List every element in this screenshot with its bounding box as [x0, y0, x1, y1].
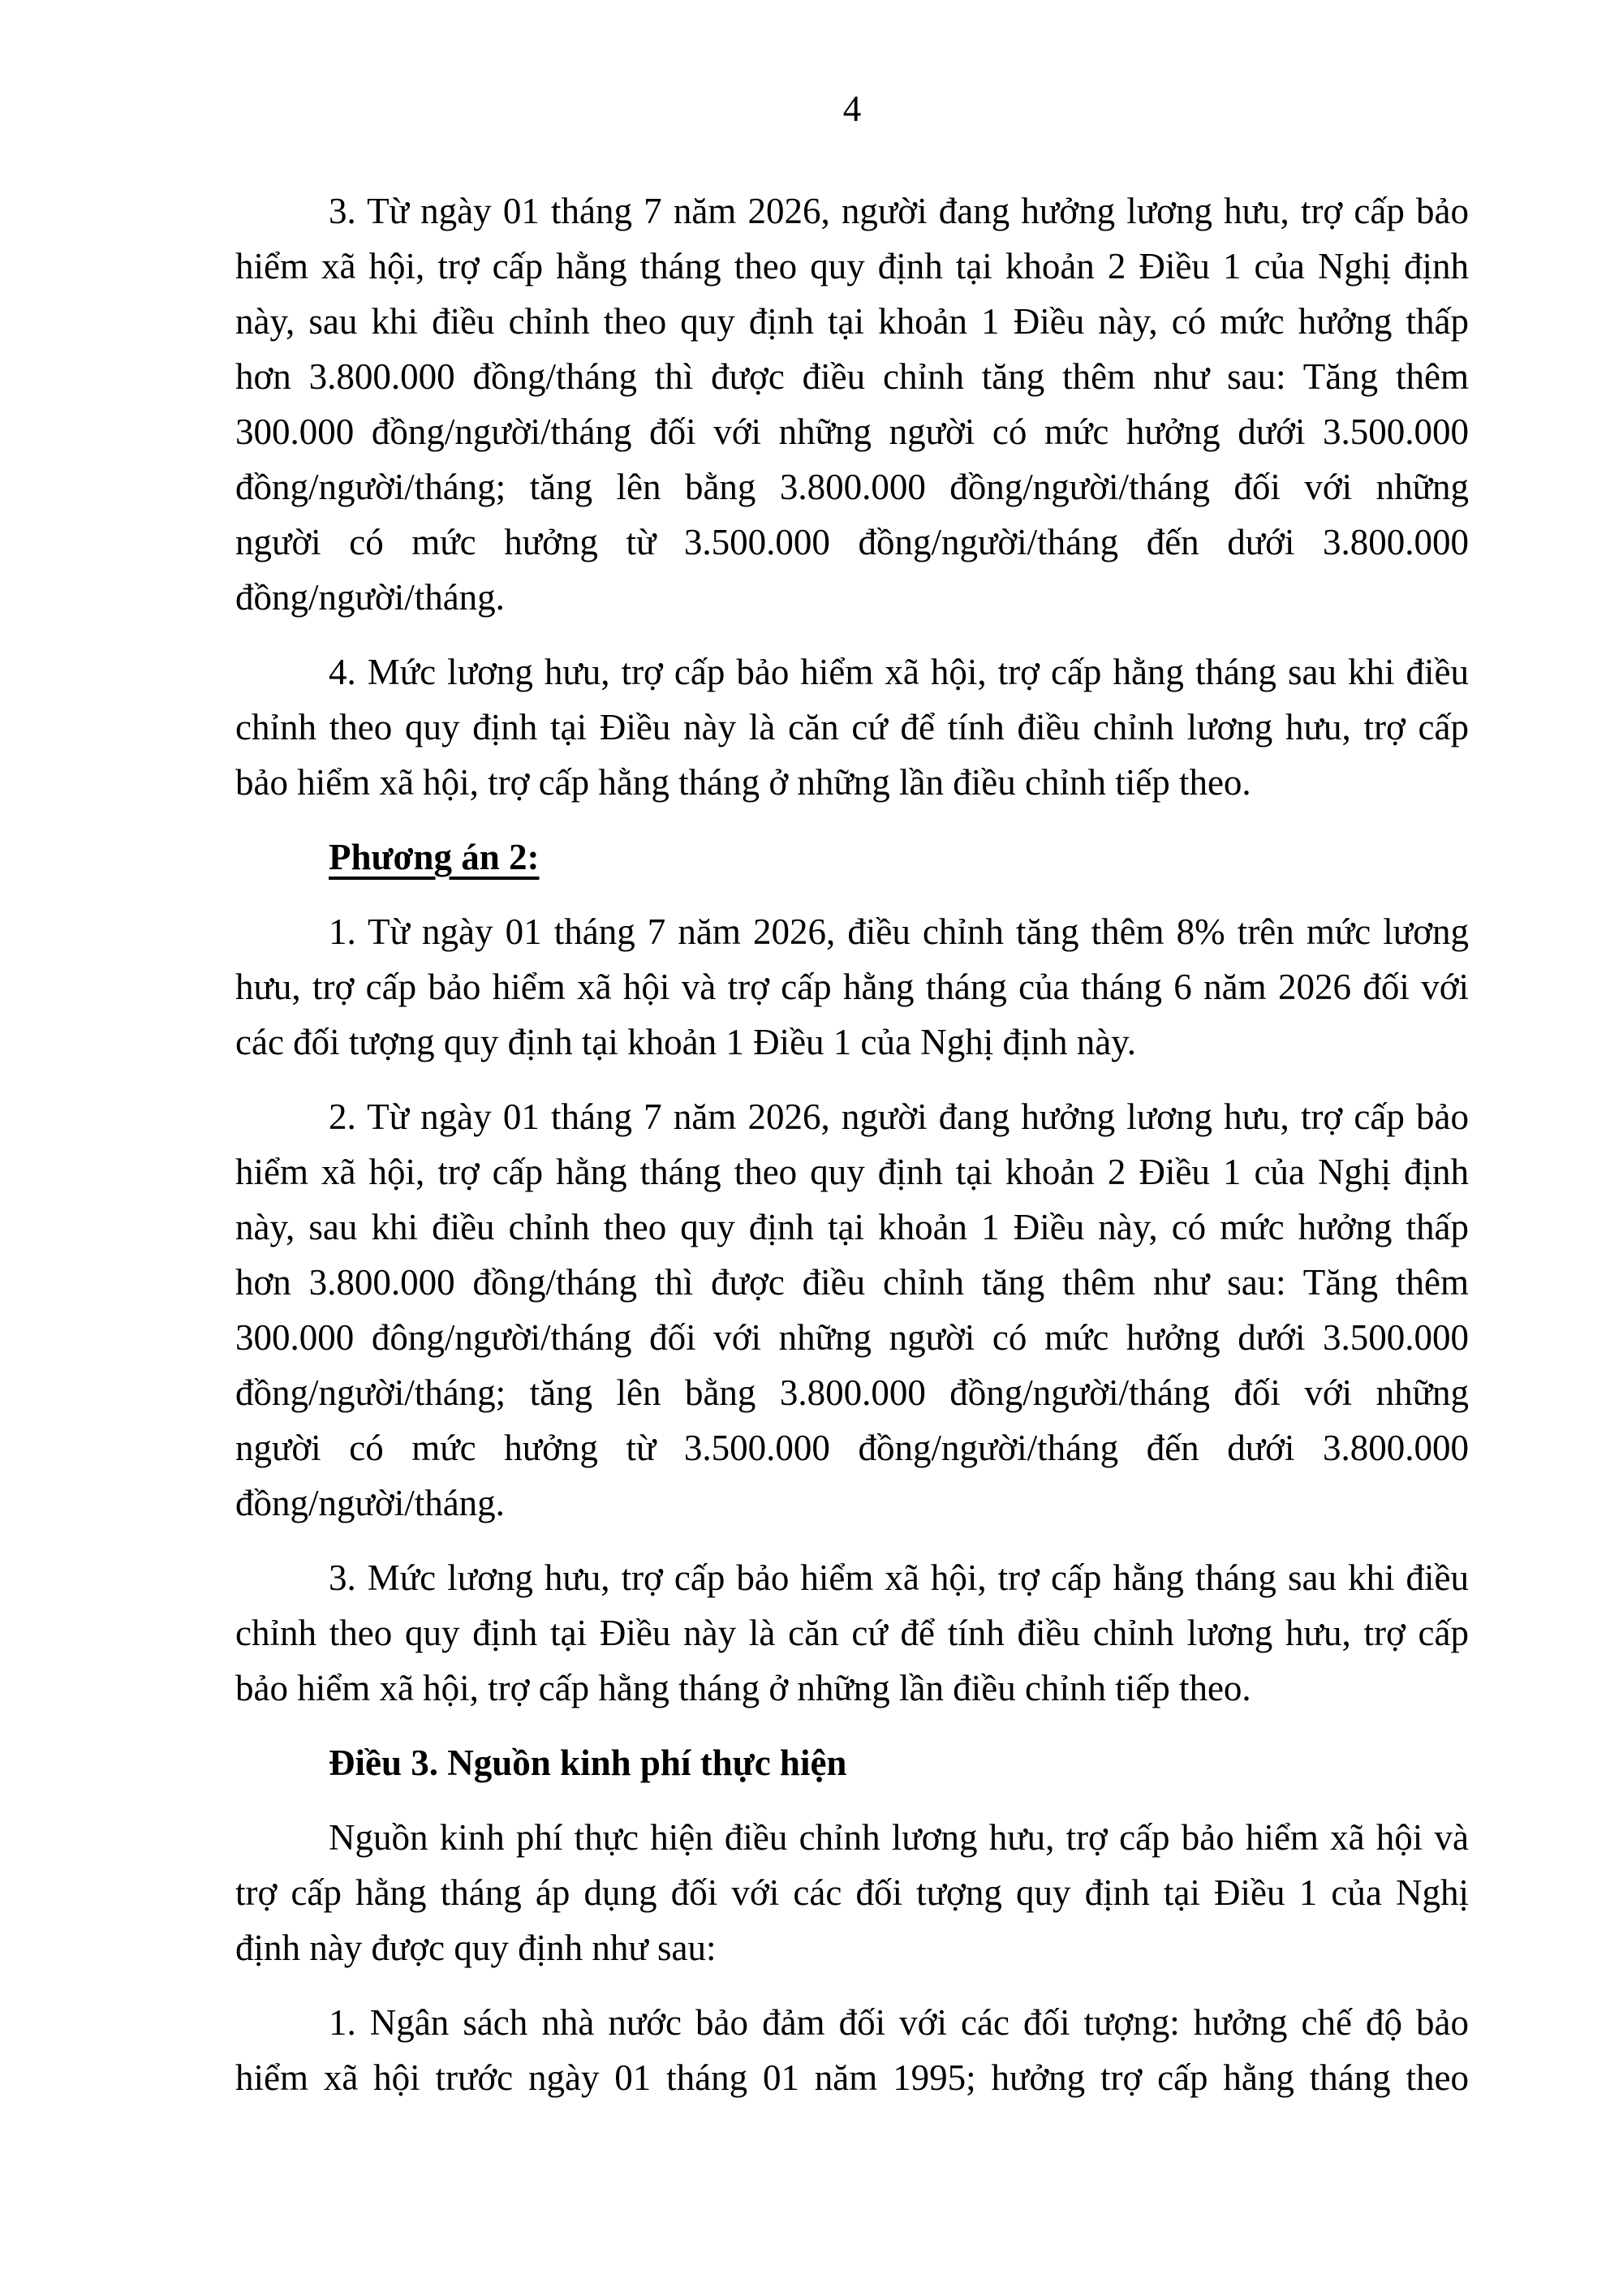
- text-line: 1. Ngân sách nhà nước bảo đảm đối với các đối tượng: hưởng chế độ bảo: [329, 2002, 1469, 2043]
- text-line: chỉnh theo quy định tại Điều này là căn cứ để tính điều chỉnh lương hưu, trợ cấp: [235, 707, 1469, 747]
- text-line: này, sau khi điều chỉnh theo quy định tại khoản 1 Điều này, có mức hưởng thấp: [235, 1207, 1469, 1247]
- text-line: hơn 3.800.000 đồng/tháng thì được điều chỉnh tăng thêm như sau: Tăng thêm: [235, 356, 1469, 397]
- text-line: 4. Mức lương hưu, trợ cấp bảo hiểm xã hội, trợ cấp hằng tháng sau khi điều: [329, 652, 1469, 692]
- text-line: hiểm xã hội, trợ cấp hằng tháng theo quy định tại khoản 2 Điều 1 của Nghị định: [235, 246, 1469, 286]
- option2-clause-3-paragraph: [235, 1550, 1469, 1716]
- article-3-clause-1-paragraph: [235, 1995, 1469, 2105]
- text-line: các đối tượng quy định tại khoản 1 Điều 1 của Nghị định này.: [235, 1022, 1137, 1062]
- text-line: người có mức hưởng từ 3.500.000 đồng/người/tháng đến dưới 3.800.000: [235, 1428, 1469, 1468]
- article-3-heading: [235, 1735, 1469, 1790]
- text-line: 3. Từ ngày 01 tháng 7 năm 2026, người đang hưởng lương hưu, trợ cấp bảo: [329, 191, 1469, 231]
- text-line: Phương án 2:: [329, 837, 540, 877]
- text-line: hiểm xã hội trước ngày 01 tháng 01 năm 1995; hưởng trợ cấp hằng tháng theo: [235, 2057, 1469, 2098]
- text-line: trợ cấp hằng tháng áp dụng đối với các đối tượng quy định tại Điều 1 của Nghị: [235, 1872, 1469, 1913]
- option1-clause-3-paragraph: [235, 183, 1469, 625]
- text-line: bảo hiểm xã hội, trợ cấp hằng tháng ở những lần điều chỉnh tiếp theo.: [235, 762, 1251, 803]
- text-line: này, sau khi điều chỉnh theo quy định tại khoản 1 Điều này, có mức hưởng thấp: [235, 301, 1469, 342]
- text-line: 300.000 đông/người/tháng đối với những người có mức hưởng dưới 3.500.000: [235, 1317, 1469, 1358]
- text-line: đồng/người/tháng; tăng lên bằng 3.800.000 đồng/người/tháng đối với những: [235, 1372, 1469, 1413]
- text-line: người có mức hưởng từ 3.500.000 đồng/người/tháng đến dưới 3.800.000: [235, 522, 1469, 562]
- text-line: đồng/người/tháng.: [235, 1483, 505, 1523]
- option2-heading: [235, 829, 1469, 885]
- option1-clause-4-paragraph: [235, 644, 1469, 810]
- text-line: 2. Từ ngày 01 tháng 7 năm 2026, người đang hưởng lương hưu, trợ cấp bảo: [329, 1096, 1469, 1137]
- text-line: định này được quy định như sau:: [235, 1928, 717, 1968]
- text-line: 1. Từ ngày 01 tháng 7 năm 2026, điều chỉnh tăng thêm 8% trên mức lương: [329, 911, 1469, 952]
- article-3-intro-paragraph: [235, 1810, 1469, 1975]
- document-body: [235, 183, 1469, 2105]
- text-line: bảo hiểm xã hội, trợ cấp hằng tháng ở những lần điều chỉnh tiếp theo.: [235, 1668, 1251, 1708]
- text-line: đồng/người/tháng.: [235, 577, 505, 618]
- text-line: Nguồn kinh phí thực hiện điều chỉnh lương hưu, trợ cấp bảo hiểm xã hội và: [329, 1817, 1469, 1858]
- text-line: đồng/người/tháng; tăng lên bằng 3.800.000 đồng/người/tháng đối với những: [235, 467, 1469, 507]
- option2-clause-1-paragraph: [235, 904, 1469, 1070]
- text-line: 300.000 đồng/người/tháng đối với những người có mức hưởng dưới 3.500.000: [235, 411, 1469, 452]
- text-line: 3. Mức lương hưu, trợ cấp bảo hiểm xã hội, trợ cấp hằng tháng sau khi điều: [329, 1557, 1469, 1598]
- page-number: 4: [842, 88, 862, 129]
- text-line: hiểm xã hội, trợ cấp hằng tháng theo quy định tại khoản 2 Điều 1 của Nghị định: [235, 1152, 1469, 1192]
- text-line: hơn 3.800.000 đồng/tháng thì được điều chỉnh tăng thêm như sau: Tăng thêm: [235, 1262, 1469, 1303]
- text-line: hưu, trợ cấp bảo hiểm xã hội và trợ cấp hằng tháng của tháng 6 năm 2026 đối với: [235, 967, 1469, 1007]
- option2-clause-2-paragraph: [235, 1089, 1469, 1531]
- text-line: Điều 3. Nguồn kinh phí thực hiện: [329, 1742, 847, 1783]
- text-line: chỉnh theo quy định tại Điều này là căn cứ để tính điều chỉnh lương hưu, trợ cấp: [235, 1613, 1469, 1653]
